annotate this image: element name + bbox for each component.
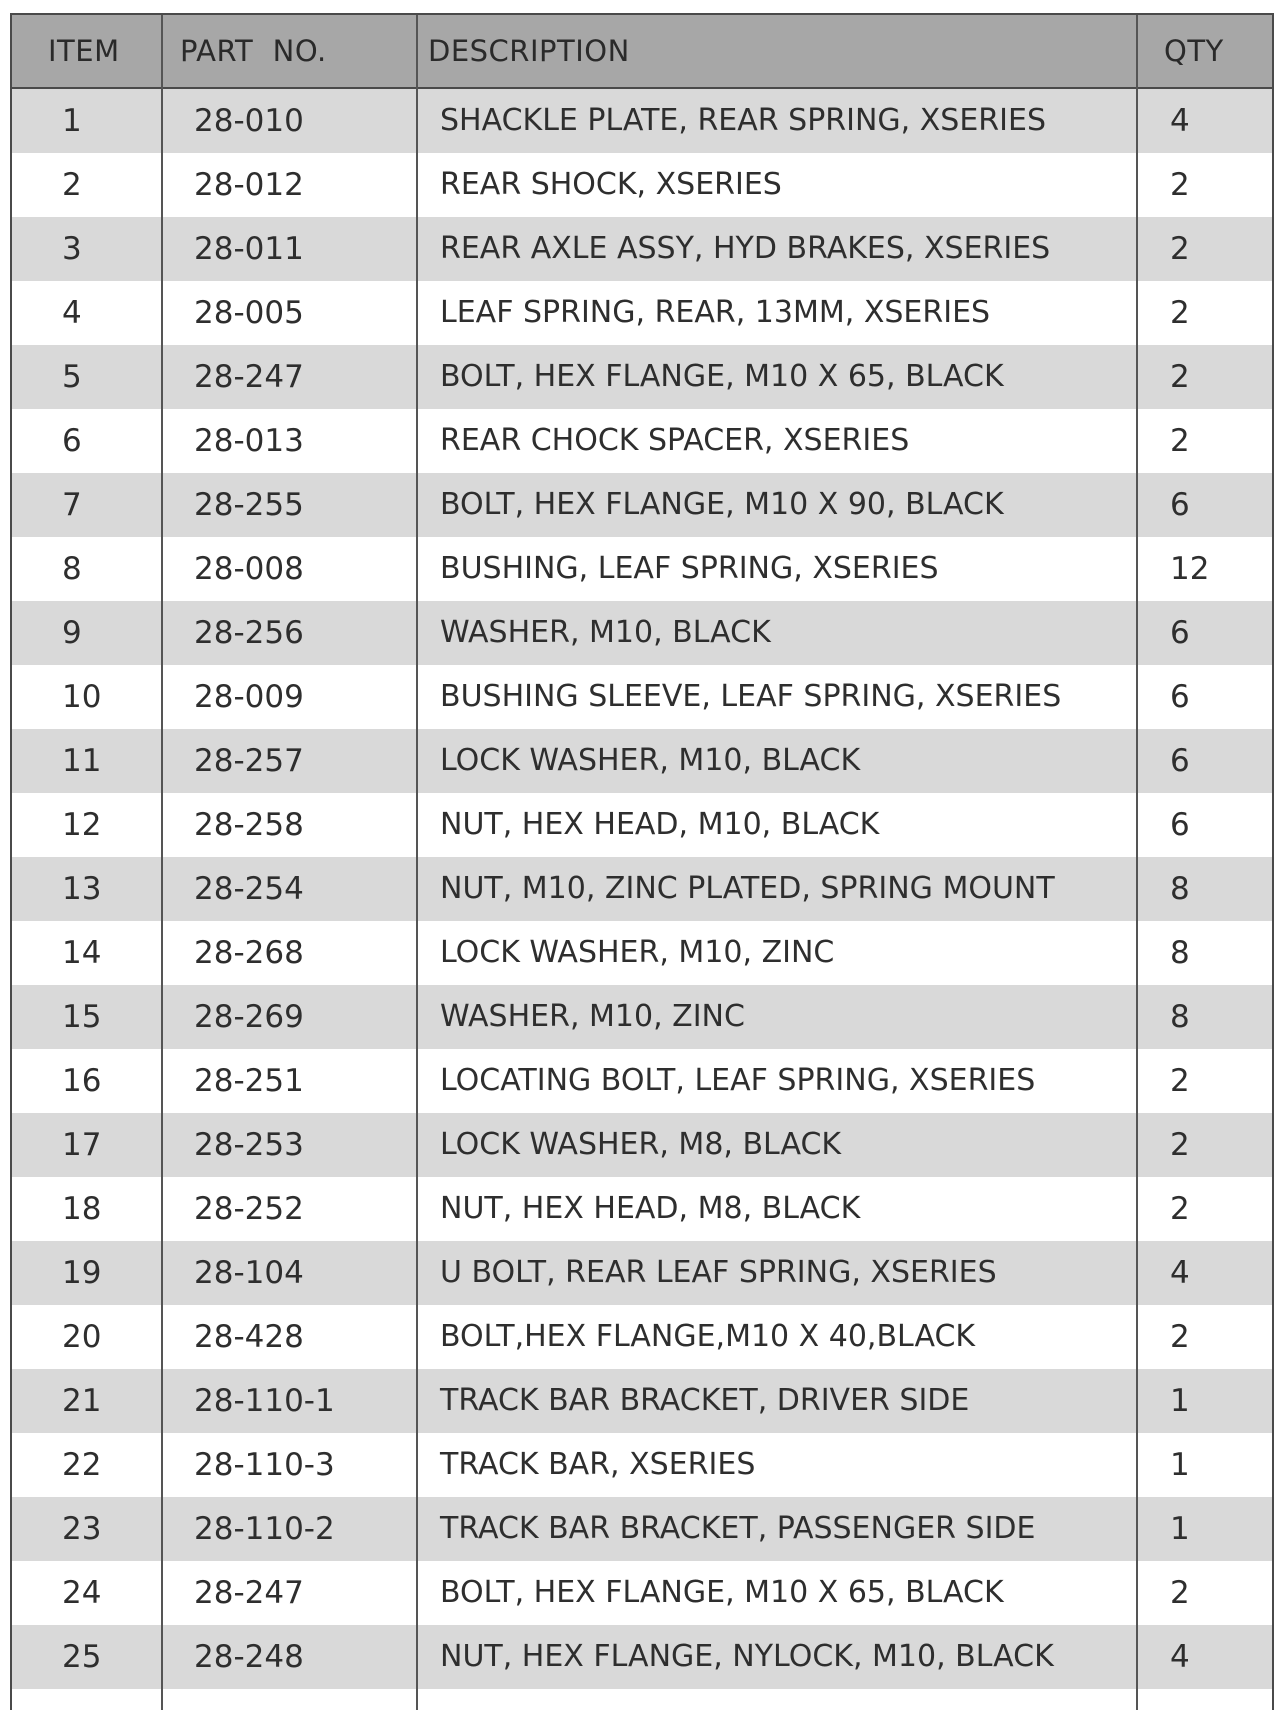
- part-no-cell: 28-010: [194, 103, 304, 139]
- table-row: [12, 793, 1272, 857]
- table-header: [12, 15, 1272, 89]
- item-cell: 11: [62, 743, 102, 779]
- description-cell: REAR AXLE ASSY, HYD BRAKES, XSERIES: [440, 231, 1051, 266]
- table-row: [12, 985, 1272, 1049]
- description-cell: BUSHING SLEEVE, LEAF SPRING, XSERIES: [440, 679, 1062, 714]
- item-cell: 18: [62, 1191, 102, 1227]
- table-row: [12, 729, 1272, 793]
- part-no-cell: 28-428: [194, 1319, 304, 1355]
- part-no-cell: 28-110-2: [194, 1511, 335, 1547]
- part-no-cell: 28-257: [194, 743, 304, 779]
- item-cell: 8: [62, 551, 82, 587]
- table-row: [12, 89, 1272, 153]
- item-cell: 16: [62, 1063, 102, 1099]
- part-no-cell: 28-247: [194, 359, 304, 395]
- qty-cell: 4: [1170, 1255, 1190, 1291]
- qty-cell: 2: [1170, 1191, 1190, 1227]
- qty-cell: 2: [1170, 1127, 1190, 1163]
- table-row: [12, 921, 1272, 985]
- table-row: [12, 1433, 1272, 1497]
- item-cell: 12: [62, 807, 102, 843]
- item-cell: 21: [62, 1383, 102, 1419]
- qty-cell: 6: [1170, 487, 1190, 523]
- description-cell: WASHER, M10, BLACK: [440, 615, 771, 650]
- description-cell: WASHER, M10, ZINC: [440, 999, 745, 1034]
- item-cell: 15: [62, 999, 102, 1035]
- part-no-cell: 28-269: [194, 999, 304, 1035]
- description-cell: TRACK BAR, XSERIES: [440, 1447, 756, 1482]
- description-cell: LOCK WASHER, M8, BLACK: [440, 1127, 842, 1162]
- description-cell: BOLT, HEX FLANGE, M10 X 65, BLACK: [440, 1575, 1004, 1610]
- qty-cell: 6: [1170, 679, 1190, 715]
- description-cell: BOLT,HEX FLANGE,M10 X 40,BLACK: [440, 1319, 976, 1354]
- description-cell: LOCATING BOLT, LEAF SPRING, XSERIES: [440, 1063, 1036, 1098]
- qty-cell: 2: [1170, 359, 1190, 395]
- item-cell: 14: [62, 935, 102, 971]
- item-cell: 10: [62, 679, 102, 715]
- description-cell: BUSHING, LEAF SPRING, XSERIES: [440, 551, 939, 586]
- item-cell: 20: [62, 1319, 102, 1355]
- table-row: [12, 1305, 1272, 1369]
- description-cell: NUT, M10, ZINC PLATED, SPRING MOUNT: [440, 871, 1055, 906]
- item-cell: 25: [62, 1639, 102, 1675]
- qty-cell: 2: [1170, 231, 1190, 267]
- description-cell: U BOLT, REAR LEAF SPRING, XSERIES: [440, 1255, 997, 1290]
- description-cell: NUT, HEX FLANGE, NYLOCK, M10, BLACK: [440, 1639, 1054, 1674]
- item-cell: 22: [62, 1447, 102, 1483]
- part-no-cell: 28-013: [194, 423, 304, 459]
- part-no-cell: 28-104: [194, 1255, 304, 1291]
- part-no-cell: 28-110-1: [194, 1383, 335, 1419]
- qty-cell: 2: [1170, 1575, 1190, 1611]
- item-cell: 1: [62, 103, 82, 139]
- table-row: [12, 857, 1272, 921]
- header-description: DESCRIPTION: [428, 34, 630, 68]
- column-divider: [416, 15, 418, 1710]
- description-cell: REAR SHOCK, XSERIES: [440, 167, 782, 202]
- description-cell: BOLT, HEX FLANGE, M10 X 90, BLACK: [440, 487, 1004, 522]
- table-row: [12, 1497, 1272, 1561]
- part-no-cell: 28-008: [194, 551, 304, 587]
- table-row: [12, 601, 1272, 665]
- item-cell: 24: [62, 1575, 102, 1611]
- qty-cell: 1: [1170, 1447, 1190, 1483]
- part-no-cell: 28-251: [194, 1063, 304, 1099]
- table-row: [12, 1113, 1272, 1177]
- description-cell: TRACK BAR BRACKET, PASSENGER SIDE: [440, 1511, 1036, 1546]
- part-no-cell: 28-258: [194, 807, 304, 843]
- item-cell: 23: [62, 1511, 102, 1547]
- item-cell: 17: [62, 1127, 102, 1163]
- item-cell: 4: [62, 295, 82, 331]
- qty-cell: 8: [1170, 871, 1190, 907]
- part-no-cell: 28-253: [194, 1127, 304, 1163]
- header-part-no: PART NO.: [180, 34, 327, 68]
- part-no-cell: 28-248: [194, 1639, 304, 1675]
- table-row: [12, 1561, 1272, 1625]
- table-row: [12, 1241, 1272, 1305]
- description-cell: LEAF SPRING, REAR, 13MM, XSERIES: [440, 295, 991, 330]
- table-row: [12, 473, 1272, 537]
- item-cell: 19: [62, 1255, 102, 1291]
- part-no-cell: 28-255: [194, 487, 304, 523]
- qty-cell: 1: [1170, 1383, 1190, 1419]
- table-row: [12, 345, 1272, 409]
- table-row: [12, 217, 1272, 281]
- description-cell: SHACKLE PLATE, REAR SPRING, XSERIES: [440, 103, 1046, 138]
- qty-cell: 6: [1170, 743, 1190, 779]
- qty-cell: 6: [1170, 807, 1190, 843]
- table-row: [12, 1049, 1272, 1113]
- table-row: [12, 409, 1272, 473]
- qty-cell: 1: [1170, 1511, 1190, 1547]
- qty-cell: 6: [1170, 615, 1190, 651]
- table-row: [12, 665, 1272, 729]
- column-divider: [1136, 15, 1138, 1710]
- qty-cell: 12: [1170, 551, 1210, 587]
- part-no-cell: 28-011: [194, 231, 304, 267]
- table-row: [12, 1369, 1272, 1433]
- header-qty: QTY: [1164, 34, 1224, 68]
- qty-cell: 4: [1170, 1639, 1190, 1675]
- header-item: ITEM: [48, 34, 120, 68]
- qty-cell: 8: [1170, 999, 1190, 1035]
- parts-table: [10, 13, 1274, 1710]
- item-cell: 9: [62, 615, 82, 651]
- part-no-cell: 28-254: [194, 871, 304, 907]
- qty-cell: 2: [1170, 295, 1190, 331]
- table-row: [12, 1625, 1272, 1689]
- description-cell: LOCK WASHER, M10, ZINC: [440, 935, 835, 970]
- part-no-cell: 28-252: [194, 1191, 304, 1227]
- part-no-cell: 28-005: [194, 295, 304, 331]
- table-row: [12, 281, 1272, 345]
- description-cell: BOLT, HEX FLANGE, M10 X 65, BLACK: [440, 359, 1004, 394]
- qty-cell: 8: [1170, 935, 1190, 971]
- qty-cell: 2: [1170, 1319, 1190, 1355]
- table-row: [12, 537, 1272, 601]
- item-cell: 6: [62, 423, 82, 459]
- description-cell: TRACK BAR BRACKET, DRIVER SIDE: [440, 1383, 970, 1418]
- description-cell: NUT, HEX HEAD, M10, BLACK: [440, 807, 880, 842]
- column-divider: [161, 15, 163, 1710]
- part-no-cell: 28-256: [194, 615, 304, 651]
- item-cell: 7: [62, 487, 82, 523]
- part-no-cell: 28-268: [194, 935, 304, 971]
- qty-cell: 2: [1170, 1063, 1190, 1099]
- item-cell: 5: [62, 359, 82, 395]
- description-cell: REAR CHOCK SPACER, XSERIES: [440, 423, 910, 458]
- item-cell: 2: [62, 167, 82, 203]
- description-cell: LOCK WASHER, M10, BLACK: [440, 743, 861, 778]
- part-no-cell: 28-110-3: [194, 1447, 335, 1483]
- part-no-cell: 28-247: [194, 1575, 304, 1611]
- table-row: [12, 1177, 1272, 1241]
- table-row: [12, 153, 1272, 217]
- item-cell: 3: [62, 231, 82, 267]
- qty-cell: 2: [1170, 167, 1190, 203]
- part-no-cell: 28-009: [194, 679, 304, 715]
- qty-cell: 2: [1170, 423, 1190, 459]
- part-no-cell: 28-012: [194, 167, 304, 203]
- qty-cell: 4: [1170, 103, 1190, 139]
- item-cell: 13: [62, 871, 102, 907]
- description-cell: NUT, HEX HEAD, M8, BLACK: [440, 1191, 861, 1226]
